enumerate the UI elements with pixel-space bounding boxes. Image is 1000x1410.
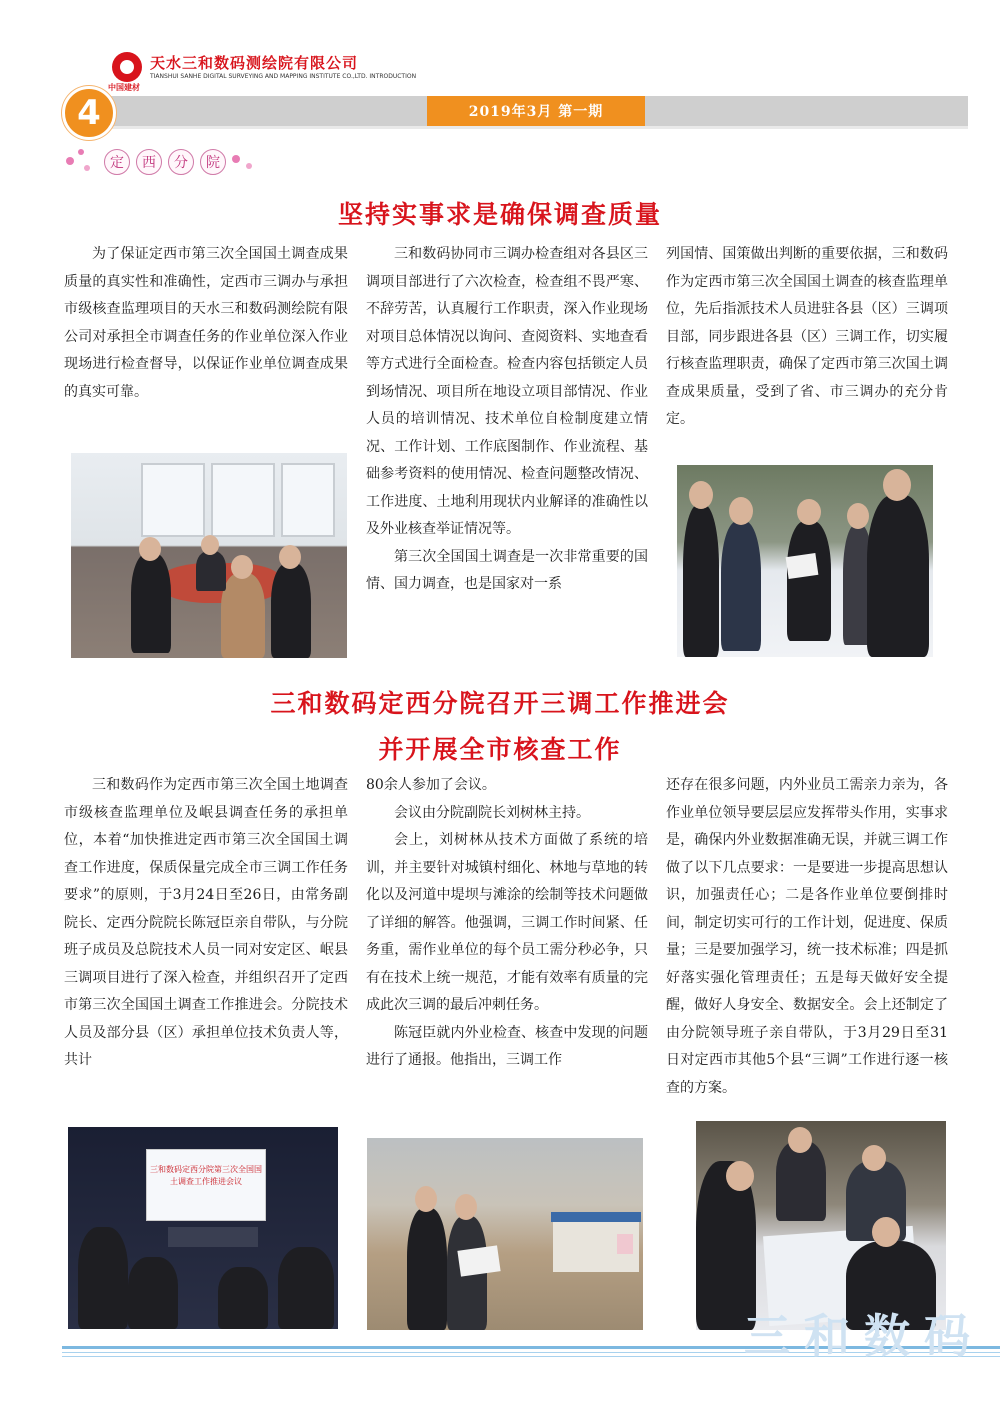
photo-outdoor-inspection bbox=[677, 465, 933, 657]
section-tag bbox=[62, 143, 258, 181]
photo-map-review bbox=[696, 1121, 946, 1330]
article1-paragraph: 第三次全国国土调查是一次非常重要的国情、国力调查，也是国家对一系 bbox=[366, 548, 648, 592]
article2-column-1 bbox=[64, 772, 348, 1075]
conference-screen-caption: 三和数码定西分院第三次全国国土调查工作推进会议 bbox=[146, 1149, 266, 1221]
section-char: 西 bbox=[136, 149, 162, 175]
issue-date: 2019年3月 第一期 bbox=[427, 96, 645, 126]
article1-paragraph: 列国情、国策做出判断的重要依据，三和数码作为定西市第三次全国国土调查的核查监理单位，先后指派技术人员进驻各县（区）三调项目部，同步跟进各县（区）三调工作，切实履行核查监理职责，确保了定西市第三次国土调查成果质量，受到了省、市三调办的充分肯定。 bbox=[666, 246, 948, 427]
article2-paragraph: 80余人参加了会议。 bbox=[366, 777, 496, 793]
article1-title: 坚持实事求是确保调查质量 bbox=[337, 200, 662, 229]
photo-conference-hall bbox=[68, 1127, 338, 1329]
flower-decoration-icon bbox=[246, 163, 252, 169]
company-name-english: TIANSHUI SANHE DIGITAL SURVEYING AND MAPPING INSTITUTE CO.,LTD. INTRODUCTION bbox=[150, 73, 417, 80]
article1-column-1 bbox=[64, 241, 348, 406]
article2-paragraph: 三和数码作为定西市第三次全国土地调查市级核查监理单位及岷县调查任务的承担单位，本着“加快推进定西市第三次全国国土调查工作进度，保质保量完成全市三调工作任务要求”的原则，于3月24日至26日，由常务副院长、定西分院院长陈冠臣亲自带队，与分院班子成员及总院技术人员一同对安定区、岷县三调项目进行了深入检查，并组织召开了定西市第三次全国国土调查工作推进会。分院技术人员及部分县（区）承担单位技术负责人等，共计 bbox=[64, 777, 348, 1068]
page-number: 4 bbox=[62, 86, 116, 140]
article1-paragraph: 三和数码协同市三调办检查组对各县区三调项目部进行了六次检查，检查组不畏严寒、不辞劳苦，认真履行工作职责，深入作业现场对项目总体情况以询问、查阅资料、实地查看等方式进行全面检查。检查内容包括锁定人员到场情况、项目所在地设立项目部情况、作业人员的培训情况、技术单位自检制度建立情况、工作计划、工作底图制作、作业流程、基础参考资料的使用情况、检查问题整改情况、工作进度、土地利用现状内业解译的准确性以及外业核查举证情况等。 bbox=[366, 246, 648, 537]
section-char: 院 bbox=[200, 149, 226, 175]
article2-title-line2: 并开展全市核查工作 bbox=[378, 735, 622, 764]
section-char: 分 bbox=[168, 149, 194, 175]
article2-paragraph: 还存在很多问题，内外业员工需亲力亲为，各作业单位领导要层层应发挥带头作用，实事求是，确保内外业数据准确无误，并就三调工作做了以下几点要求：一是要进一步提高思想认识，加强责任心；二是各作业单位要倒排时间，制定切实可行的工作计划，促进度、保质量；三是要加强学习，统一技术标准；四是抓好落实强化管理责任；五是每天做好安全提醒，做好人身安全、数据安全。会上还制定了由分院领导班子亲自带队，于3月29日至31日对定西市其他5个县“三调”工作进行逐一核查的方案。 bbox=[666, 777, 948, 1096]
company-name: 天水三和数码测绘院有限公司 bbox=[150, 54, 359, 72]
footer-watermark: 三和数码 bbox=[744, 1309, 984, 1363]
article1-paragraph: 为了保证定西市第三次全国国土调查成果质量的真实性和准确性，定西市三调办与承担市级核查监理项目的天水三和数码测绘院有限公司对承担全市调查任务的作业单位深入作业现场进行检查督导，以保证作业单位调查成果的真实可靠。 bbox=[64, 246, 348, 400]
photo-field-survey bbox=[367, 1138, 643, 1330]
article2-paragraph: 会议由分院副院长刘树林主持。 bbox=[394, 804, 590, 821]
article2-paragraph: 会上，刘树林从技术方面做了系统的培训，并主要针对城镇村细化、林地与草地的转化以及河道中堤坝与滩涂的绘制等技术问题做了详细的解答。他强调，三调工作时间紧、任务重，需作业单位的每个员工需分秒必争，只有在技术上统一规范，才能有效率有质量的完成此次三调的最后冲刺任务。 bbox=[366, 832, 648, 1013]
flower-decoration-icon bbox=[78, 149, 84, 155]
article2-paragraph: 陈冠臣就内外业检查、核查中发现的问题进行了通报。他指出，三调工作 bbox=[366, 1024, 648, 1068]
flower-decoration-icon bbox=[84, 165, 90, 171]
section-char: 定 bbox=[104, 149, 130, 175]
flower-decoration-icon bbox=[66, 157, 74, 165]
logo-subtext: 中国建材 bbox=[108, 83, 140, 92]
article2-column-2 bbox=[366, 772, 648, 1075]
photo-office-meeting bbox=[71, 453, 347, 658]
flower-decoration-icon bbox=[232, 155, 240, 163]
article2-column-3 bbox=[666, 772, 948, 1102]
company-logo-icon bbox=[112, 52, 142, 82]
article1-column-2 bbox=[366, 241, 648, 599]
article2-title-line1: 三和数码定西分院召开三调工作推进会 bbox=[270, 689, 730, 718]
header-stripe bbox=[100, 126, 968, 129]
article1-column-3 bbox=[666, 241, 948, 434]
